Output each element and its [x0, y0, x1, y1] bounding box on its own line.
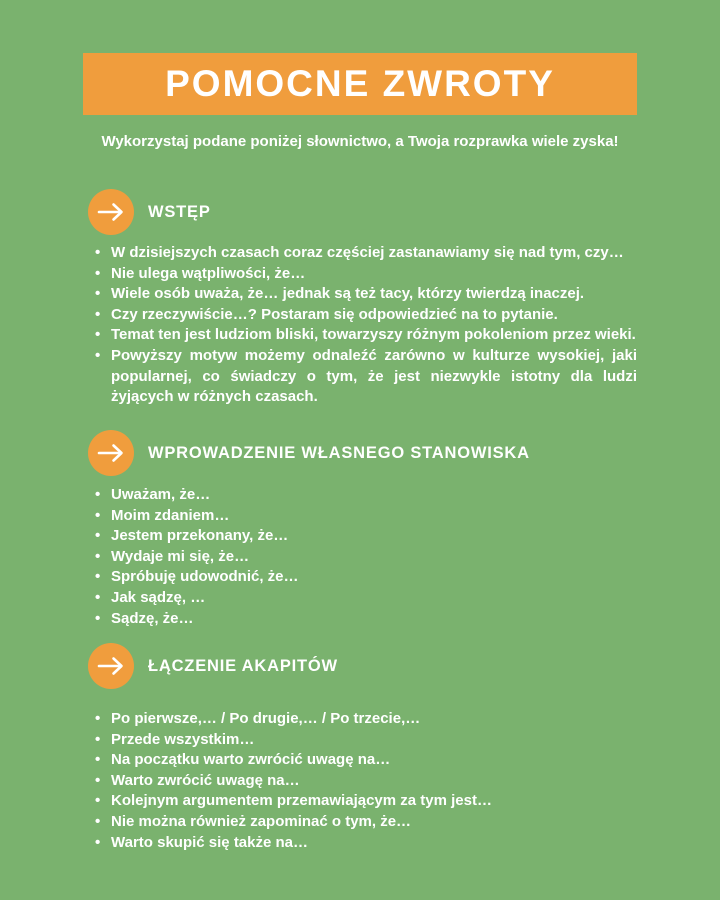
- section-header-wprowadzenie: [88, 430, 530, 476]
- list-item: • Uważam, że…: [95, 485, 637, 506]
- subtitle: Wykorzystaj podane poniżej słownictwo, a Twoja rozprawka wiele zyska!: [101, 133, 619, 150]
- list-item: • Przede wszystkim…: [95, 730, 637, 751]
- section-title: ŁĄCZENIE AKAPITÓW: [148, 656, 338, 675]
- list-item: • Wydaje mi się, że…: [95, 547, 637, 568]
- phrase-list-laczenie: [95, 709, 637, 853]
- list-item: • Temat ten jest ludziom bliski, towarzyszy różnym pokoleniom przez wieki.: [95, 325, 637, 346]
- phrase-list-wprowadzenie: [95, 485, 637, 629]
- arrow-right-icon: [88, 643, 134, 689]
- page-title: POMOCNE ZWROTY: [165, 63, 555, 104]
- list-item: • Powyższy motyw możemy odnaleźć zarówno w kulturze wysokiej, jaki popularnej, co świadczy o tym, że jest niezwykle istotny dla ludzi żyjących w różnych czasach.: [95, 346, 637, 408]
- title-banner: [83, 53, 637, 115]
- section-header-laczenie: [88, 643, 338, 689]
- list-item: • Moim zdaniem…: [95, 506, 637, 527]
- arrow-right-icon: [88, 430, 134, 476]
- phrase-list-wstep: [95, 243, 637, 408]
- list-item: • Wiele osób uważa, że… jednak są też tacy, którzy twierdzą inaczej.: [95, 284, 637, 305]
- list-item: • Nie można również zapominać o tym, że…: [95, 812, 637, 833]
- list-item: • Po pierwsze,… / Po drugie,… / Po trzecie,…: [95, 709, 637, 730]
- list-item: • Jak sądzę, …: [95, 588, 637, 609]
- list-item: • W dzisiejszych czasach coraz częściej zastanawiamy się nad tym, czy…: [95, 243, 637, 264]
- list-item: • Na początku warto zwrócić uwagę na…: [95, 750, 637, 771]
- section-title: WPROWADZENIE WŁASNEGO STANOWISKA: [148, 443, 530, 462]
- section-title: WSTĘP: [148, 202, 211, 221]
- section-header-wstep: [88, 189, 211, 235]
- list-item: • Kolejnym argumentem przemawiającym za tym jest…: [95, 791, 637, 812]
- list-item: • Spróbuję udowodnić, że…: [95, 567, 637, 588]
- list-item: • Warto zwrócić uwagę na…: [95, 771, 637, 792]
- list-item: • Sądzę, że…: [95, 609, 637, 630]
- list-item: • Czy rzeczywiście…? Postaram się odpowiedzieć na to pytanie.: [95, 305, 637, 326]
- list-item: • Jestem przekonany, że…: [95, 526, 637, 547]
- list-item: • Nie ulega wątpliwości, że…: [95, 264, 637, 285]
- list-item: • Warto skupić się także na…: [95, 833, 637, 854]
- arrow-right-icon: [88, 189, 134, 235]
